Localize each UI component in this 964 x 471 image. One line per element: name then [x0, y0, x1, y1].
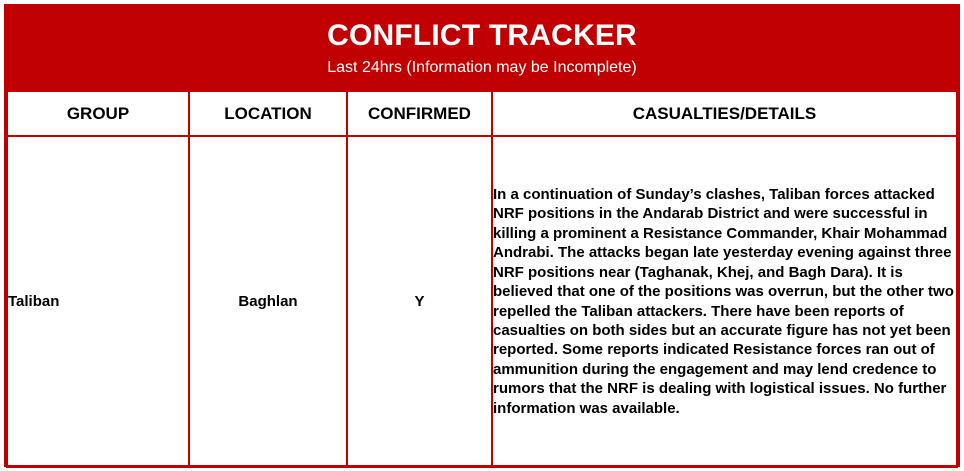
conflict-tracker: [4, 4, 960, 467]
table-header-row: [7, 91, 957, 136]
cell-confirmed: Y: [347, 136, 492, 467]
tracker-subtitle: Last 24hrs (Information may be Incomplete): [327, 59, 637, 76]
tracker-banner: [6, 6, 958, 90]
column-header-group: GROUP: [7, 91, 189, 136]
table-row: [7, 136, 957, 467]
column-header-details: CASUALTIES/DETAILS: [492, 91, 957, 136]
details-text: In a continuation of Sunday’s clashes, Taliban forces attacked NRF positions in the Andarab District and were successful in killing a prominent a Resistance Commander, Khair Mohammad Andrabi. The attacks began late yesterday evening against three NRF positions near (Taghanak, Khej, and Bagh Dara). It is believed that one of the positions was overrun, but the other two repelled the Taliban attackers. There have been reports of casualties on both sides but an accurate figure has not yet been reported. Some reports indicated Resistance forces ran out of ammunition during the engagement and may lend credence to rumors that the NRF is dealing with logistical issues. No further information was available.: [493, 186, 954, 417]
tracker-title: CONFLICT TRACKER: [327, 19, 637, 52]
cell-details: [492, 136, 957, 467]
cell-location: Baghlan: [189, 136, 347, 467]
conflict-table: [6, 90, 958, 468]
cell-group: Taliban: [7, 136, 189, 467]
column-header-location: LOCATION: [189, 91, 347, 136]
column-header-confirmed: CONFIRMED: [347, 91, 492, 136]
